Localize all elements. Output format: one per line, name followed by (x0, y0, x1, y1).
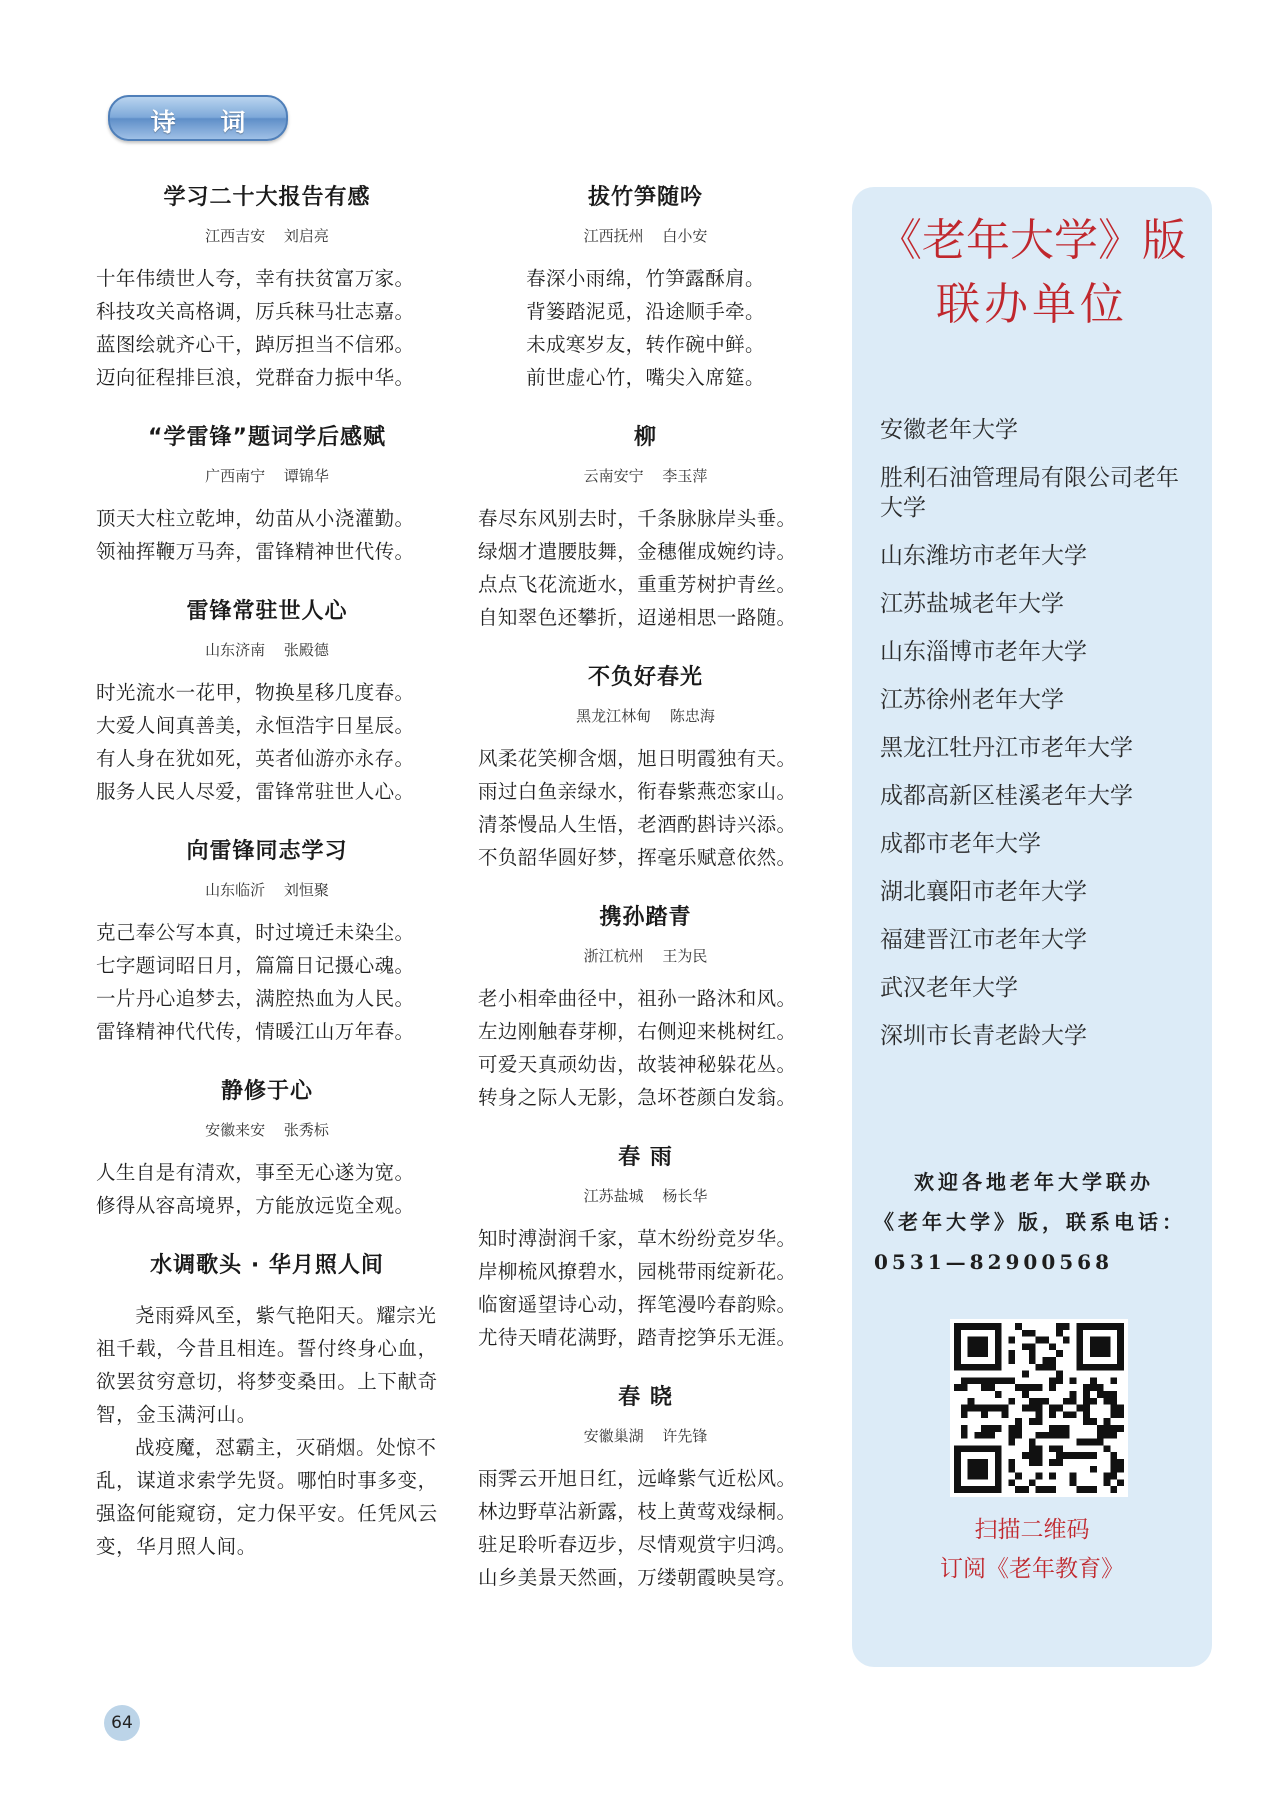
member-item: 山东潍坊市老年大学 (880, 543, 1087, 569)
partner-panel (852, 187, 1212, 1667)
poem-line: 雷锋精神代代传，情暖江山万年春。 (96, 1020, 415, 1043)
poem-line: 克己奉公写本真，时过境迁未染尘。 (96, 921, 415, 944)
poem-line: 迈向征程排巨浪，党群奋力振中华。 (96, 366, 415, 389)
page-number: 64 (104, 1705, 140, 1741)
poem-title: 不负好春光 (587, 665, 703, 690)
member-item: 福建晋江市老年大学 (880, 927, 1087, 953)
panel-title: 《老年大学》版 (878, 215, 1186, 266)
poem-line: 时光流水一花甲，物换星移几度春。 (96, 681, 415, 704)
poem-author: 安徽巢湖 许先锋 (583, 1427, 708, 1445)
member-item: 成都市老年大学 (880, 831, 1041, 857)
poem-column-2 (478, 180, 813, 1620)
poem (478, 1380, 813, 1594)
poem-title: 雷锋常驻世人心 (186, 599, 348, 624)
poem-line: 雨霁云开旭日红，远峰紫气近松风。 (478, 1467, 797, 1490)
poem-line: 风柔花笑柳含烟，旭日明霞独有天。 (478, 747, 797, 770)
qr-caption-subscribe: 订阅《老年教育》 (940, 1556, 1124, 1582)
poem-line: 科技攻关高格调，厉兵秣马壮志嘉。 (96, 300, 415, 323)
poem-line: 可爱天真顽幼齿，故装神秘躲花丛。 (478, 1053, 797, 1076)
member-item: 胜利石油管理局有限公司老年大学 (880, 465, 1179, 521)
member-item: 江苏盐城老年大学 (880, 591, 1064, 617)
poem-line: 知时溥澍润千家，草木纷纷竞岁华。 (478, 1227, 797, 1250)
member-item: 成都高新区桂溪老年大学 (880, 783, 1133, 809)
member-list (880, 415, 1200, 1069)
panel-subtitle: 联办单位 (936, 279, 1128, 330)
section-tab (108, 95, 288, 141)
poem-line: 山乡美景天然画，万缕朝霞映昊穹。 (478, 1566, 797, 1589)
poem-line: 自知翠色还攀折，迢递相思一路随。 (478, 606, 797, 629)
poem-line: 背篓踏泥觅，沿途顺手牵。 (526, 300, 765, 323)
poem-author: 江西吉安 刘启亮 (205, 227, 329, 245)
poem-title: 学习二十大报告有感 (163, 185, 371, 210)
poem (96, 420, 438, 568)
poem (478, 1140, 813, 1354)
poem-line: 老小相牵曲径中，祖孙一路沐和风。 (478, 987, 797, 1010)
member-item: 湖北襄阳市老年大学 (880, 879, 1087, 905)
poem-line: 雨过白鱼亲绿水，衔春紫燕恋家山。 (478, 780, 797, 803)
poem (478, 660, 813, 874)
poem-author: 山东济南 张殿德 (205, 641, 329, 659)
poem-title: 拔竹笋随吟 (587, 185, 703, 210)
poem (96, 180, 438, 394)
qr-code-icon[interactable] (950, 1319, 1128, 1497)
poem-line: 未成寒岁友，转作碗中鲜。 (526, 333, 765, 356)
poem-line: 清茶慢品人生悟，老酒酌斟诗兴添。 (478, 813, 797, 836)
poem (478, 180, 813, 394)
poem-author: 安徽来安 张秀标 (205, 1121, 329, 1139)
poem-line: 修得从容高境界，方能放远览全观。 (96, 1194, 415, 1217)
poem-line: 点点飞花流逝水，重重芳树护青丝。 (478, 573, 797, 596)
poem-author: 江西抚州 白小安 (583, 227, 708, 245)
poem-line: 左边刚触春芽柳，右侧迎来桃树红。 (478, 1020, 797, 1043)
poem-line: 有人身在犹如死，英者仙游亦永存。 (96, 747, 415, 770)
poem-title: 向雷锋同志学习 (186, 839, 348, 864)
poem-line: 顶天大柱立乾坤，幼苗从小浇灌勤。 (96, 507, 415, 530)
poem-author: 江苏盐城 杨长华 (583, 1187, 708, 1205)
poem-paragraph: 尧雨舜风至，紫气艳阳天。耀宗光祖千载，今昔且相连。誓付终身心血，欲罢贫穷意切，将梦变桑田。上下献奇智，金玉满河山。 (96, 1304, 438, 1426)
poem-line: 十年伟绩世人夸，幸有扶贫富万家。 (96, 267, 415, 290)
poem (96, 834, 438, 1048)
poem-paragraph: 战疫魔，怼霸主，灭硝烟。处惊不乱，谋道求索学先贤。哪怕时事多变，强盗何能窥窃，定力保平安。任凭风云变，华月照人间。 (96, 1436, 438, 1558)
poem-line: 蓝图绘就齐心干，踔厉担当不信邪。 (96, 333, 415, 356)
poem-line: 驻足聆听春迈步，尽情观赏宇归鸿。 (478, 1533, 797, 1556)
poem-line: 林边野草沾新露，枝上黄莺戏绿桐。 (478, 1500, 797, 1523)
member-item: 山东淄博市老年大学 (880, 639, 1087, 665)
poem-line: 临窗遥望诗心动，挥笔漫吟春韵赊。 (478, 1293, 797, 1316)
poem-line: 领袖挥鞭万马奔，雷锋精神世代传。 (96, 540, 415, 563)
member-item: 黑龙江牡丹江市老年大学 (880, 735, 1133, 761)
poem (96, 594, 438, 808)
poem (478, 420, 813, 634)
poem-column-1 (96, 180, 438, 1589)
member-item: 江苏徐州老年大学 (880, 687, 1064, 713)
poem-title: 柳 (633, 425, 657, 450)
poem (96, 1074, 438, 1222)
poem-line: 一片丹心追梦去，满腔热血为人民。 (96, 987, 415, 1010)
member-item: 深圳市长青老龄大学 (880, 1023, 1087, 1049)
poem (478, 900, 813, 1114)
section-label: 诗 词 (150, 108, 264, 137)
poem-author: 山东临沂 刘恒聚 (205, 881, 329, 899)
poem-author: 浙江杭州 王为民 (583, 947, 708, 965)
poem-author: 云南安宁 李玉萍 (583, 467, 708, 485)
poem-line: 七字题词昭日月，篇篇日记摄心魂。 (96, 954, 415, 977)
poem-line: 春尽东风别去时，千条脉脉岸头垂。 (478, 507, 797, 530)
poem-title: 春 雨 (618, 1145, 673, 1170)
poem-line: 岸柳梳风撩碧水，园桃带雨绽新花。 (478, 1260, 797, 1283)
welcome-text: 欢迎各地老年大学联办《老年大学》版，联系电话：0531—82900568 (874, 1170, 1186, 1274)
member-item: 安徽老年大学 (880, 417, 1018, 443)
poem-line: 大爱人间真善美，永恒浩宇日星辰。 (96, 714, 415, 737)
poem-line: 前世虚心竹，嘴尖入席筵。 (526, 366, 765, 389)
poem-title: 静修于心 (220, 1079, 313, 1104)
poem-line: 绿烟才遣腰肢舞，金穗催成婉约诗。 (478, 540, 797, 563)
poem-line: 人生自是有清欢，事至无心遂为宽。 (96, 1161, 415, 1184)
poem-line: 转身之际人无影，急坏苍颜白发翁。 (478, 1086, 797, 1109)
poem-author: 黑龙江林甸 陈忠海 (576, 707, 715, 725)
qr-caption-scan: 扫描二维码 (974, 1517, 1090, 1543)
poem-line: 尤待天晴花满野，踏青挖笋乐无涯。 (478, 1326, 797, 1349)
spacer (96, 1279, 438, 1299)
poem-line: 服务人民人尽爱，雷锋常驻世人心。 (96, 780, 415, 803)
poem-title: 水调歌头 · 华月照人间 (150, 1253, 384, 1278)
poem (96, 1248, 438, 1563)
poem-author: 广西南宁 谭锦华 (205, 467, 329, 485)
poem-line: 春深小雨绵，竹笋露酥肩。 (526, 267, 765, 290)
member-item: 武汉老年大学 (880, 975, 1018, 1001)
poem-title: 春 晓 (618, 1385, 673, 1410)
poem-title: 携孙踏青 (599, 905, 692, 930)
poem-line: 不负韶华圆好梦，挥毫乐赋意依然。 (478, 846, 797, 869)
poem-title: “学雷锋”题词学后感赋 (148, 425, 386, 450)
